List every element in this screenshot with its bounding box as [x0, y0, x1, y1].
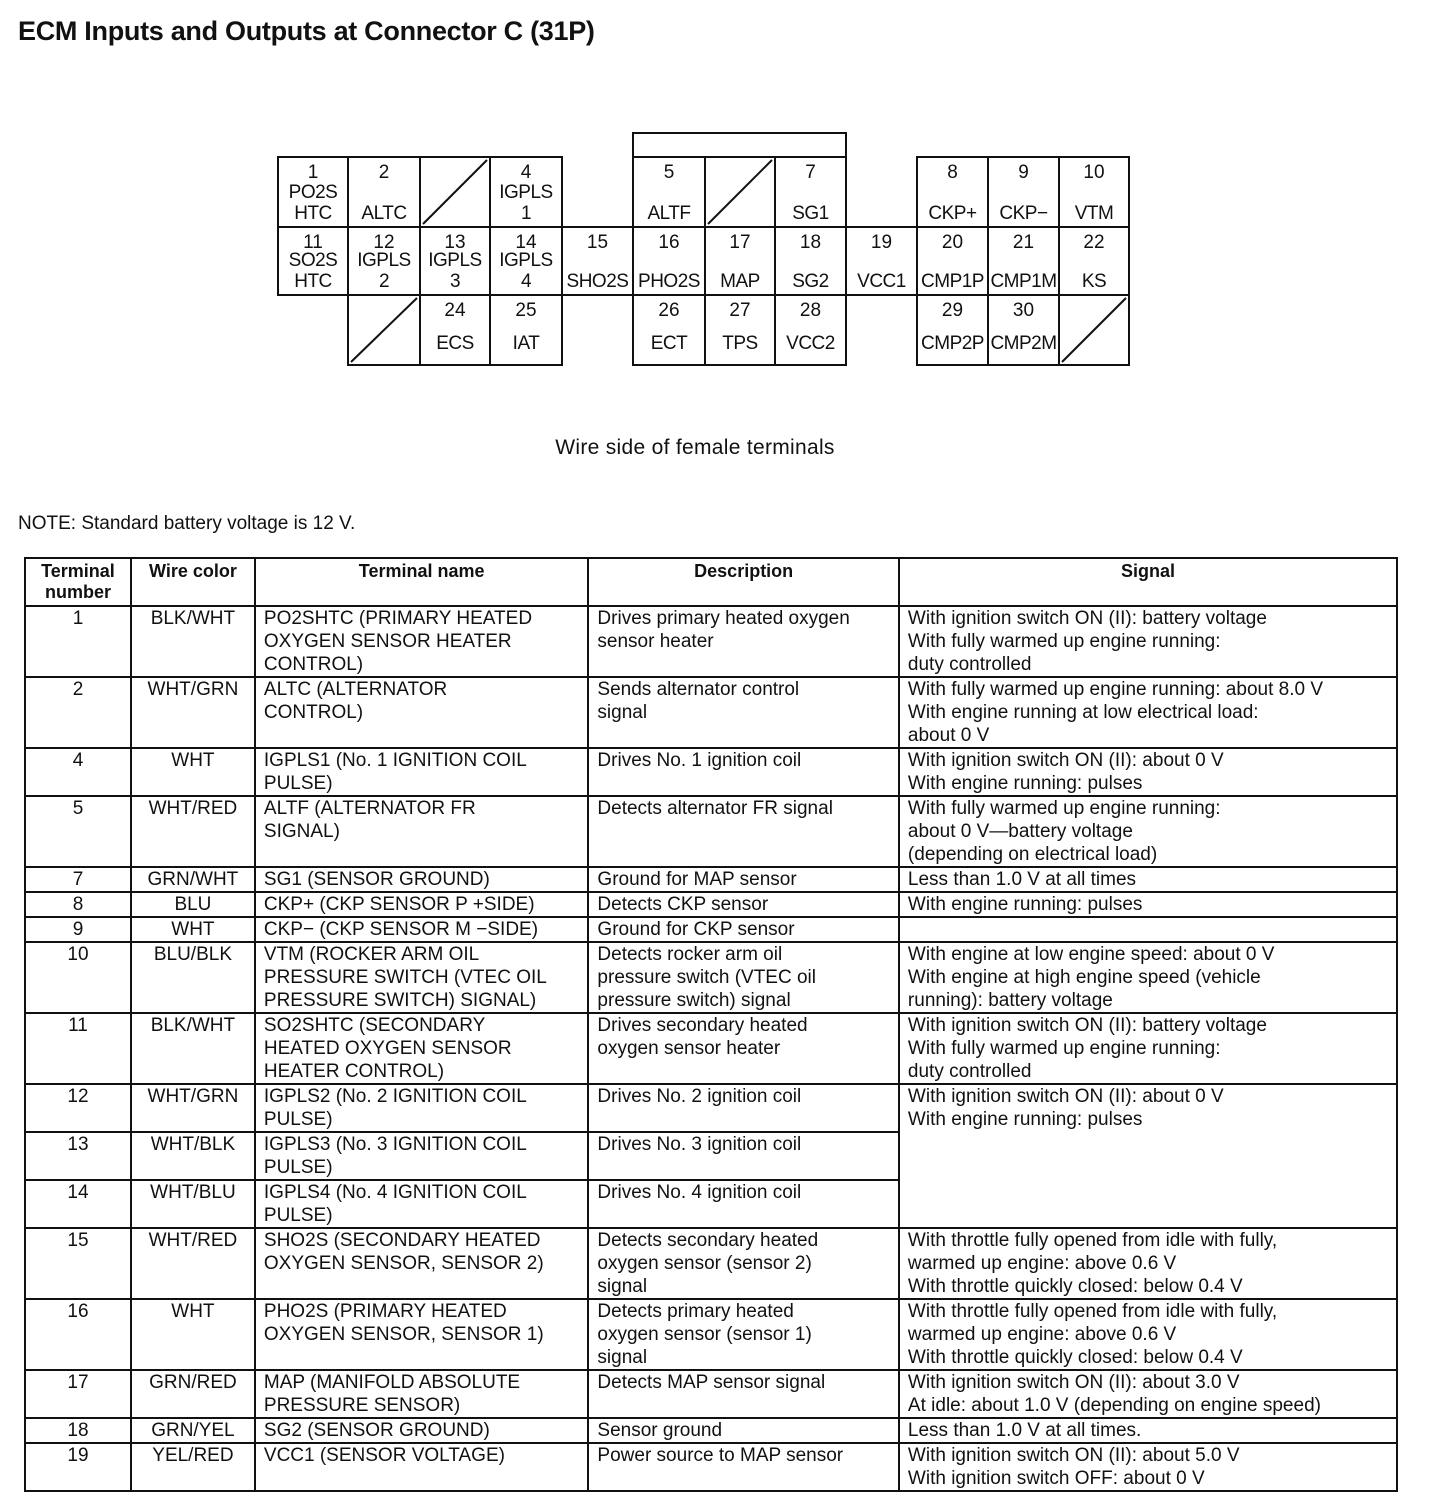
terminal-number-cell: 17 — [25, 1370, 131, 1418]
terminal-1 — [277, 156, 349, 228]
terminal-27 — [704, 294, 776, 366]
terminal-12 — [347, 226, 421, 296]
terminal-signal-table — [24, 557, 1398, 1492]
terminal-19 — [845, 226, 918, 296]
terminal-name-cell: ALTC (ALTERNATOR CONTROL) — [255, 677, 589, 748]
terminal-2 — [347, 156, 421, 228]
wire-color-cell: WHT/RED — [131, 796, 255, 867]
terminal-13 — [419, 226, 491, 296]
terminal-label: PHO2S — [638, 271, 700, 292]
terminal-14 — [489, 226, 563, 296]
terminal-number: 7 — [805, 162, 816, 183]
terminal-24 — [419, 294, 491, 366]
description-cell: Detects rocker arm oil pressure switch (VTEC oil pressure switch) signal — [588, 942, 899, 1013]
signal-cell: With ignition switch ON (II): about 0 V With engine running: pulses — [899, 1084, 1397, 1228]
terminal-number-cell: 12 — [25, 1084, 131, 1132]
terminal-number-cell: 8 — [25, 892, 131, 917]
terminal-number: 19 — [870, 232, 893, 253]
signal-cell: With ignition switch ON (II): about 3.0 V At idle: about 1.0 V (depending on engine speed) — [899, 1370, 1397, 1418]
wire-color-cell: GRN/RED — [131, 1370, 255, 1418]
connector-bridge-line — [561, 226, 634, 228]
description-cell: Drives No. 1 ignition coil — [588, 748, 899, 796]
terminal-label: VCC2 — [786, 333, 835, 354]
table-row — [25, 917, 1397, 942]
terminal-number-cell: 7 — [25, 867, 131, 892]
terminal-4 — [489, 156, 563, 228]
wire-color-cell: WHT/BLU — [131, 1180, 255, 1228]
connector-tab — [632, 132, 847, 158]
description-cell: Detects MAP sensor signal — [588, 1370, 899, 1418]
terminal-label: VCC1 — [857, 271, 906, 292]
table-row — [25, 1013, 1397, 1084]
terminal-label: ECT — [650, 333, 688, 354]
table-row — [25, 1084, 1397, 1132]
terminal-label: MAP — [720, 271, 760, 292]
terminal-number: 22 — [1083, 232, 1105, 253]
signal-cell: With fully warmed up engine running: about 8.0 V With engine running at low electrical load: about 0 V — [899, 677, 1397, 748]
blank-slash-icon — [349, 296, 421, 366]
table-row — [25, 942, 1397, 1013]
terminal-number: 26 — [658, 300, 680, 321]
description-cell: Drives primary heated oxygen sensor heater — [588, 606, 899, 677]
terminal-label: CMP2P — [921, 333, 984, 354]
terminal-6-blank — [704, 156, 776, 228]
terminal-number-cell: 5 — [25, 796, 131, 867]
terminal-label: SG2 — [792, 271, 829, 292]
blank-slash-icon — [706, 158, 776, 228]
terminal-name-cell: IGPLS4 (No. 4 IGNITION COIL PULSE) — [255, 1180, 589, 1228]
header-terminal-number: Terminal number — [25, 558, 131, 606]
wire-color-cell: BLU — [131, 892, 255, 917]
blank-slash-icon — [421, 158, 491, 228]
terminal-label: IAT — [512, 333, 540, 354]
table-row — [25, 1418, 1397, 1443]
table-header-row — [25, 558, 1397, 606]
description-cell: Drives No. 3 ignition coil — [588, 1132, 899, 1180]
signal-cell: With engine running: pulses — [899, 892, 1397, 917]
terminal-number: 5 — [663, 162, 675, 183]
wire-color-cell: WHT — [131, 917, 255, 942]
terminal-label: CMP1M — [990, 271, 1057, 292]
terminal-number-cell: 14 — [25, 1180, 131, 1228]
terminal-number: 24 — [444, 300, 466, 321]
wire-color-cell: WHT/GRN — [131, 677, 255, 748]
description-cell: Detects secondary heated oxygen sensor (sensor 2) signal — [588, 1228, 899, 1299]
terminal-number: 30 — [1012, 300, 1035, 321]
terminal-number: 4 — [520, 162, 532, 183]
terminal-label: TPS — [722, 333, 758, 354]
wire-color-cell: WHT/GRN — [131, 1084, 255, 1132]
terminal-label: IGPLS 4 — [499, 250, 553, 292]
description-cell: Drives secondary heated oxygen sensor heater — [588, 1013, 899, 1084]
terminal-number: 18 — [799, 232, 822, 253]
signal-cell: With ignition switch ON (II): about 5.0 V With ignition switch OFF: about 0 V — [899, 1443, 1397, 1491]
terminal-label: CMP2M — [990, 333, 1057, 354]
table-row — [25, 1370, 1397, 1418]
terminal-17 — [704, 226, 776, 296]
table-row — [25, 1299, 1397, 1370]
table-row — [25, 796, 1397, 867]
terminal-16 — [632, 226, 706, 296]
terminal-21 — [987, 226, 1060, 296]
description-cell: Ground for MAP sensor — [588, 867, 899, 892]
description-cell: Detects primary heated oxygen sensor (sensor 1) signal — [588, 1299, 899, 1370]
terminal-number-cell: 9 — [25, 917, 131, 942]
terminal-number-cell: 2 — [25, 677, 131, 748]
terminal-28 — [774, 294, 847, 366]
terminal-label: CMP1P — [921, 271, 984, 292]
terminal-10 — [1058, 156, 1130, 228]
terminal-9 — [987, 156, 1060, 228]
terminal-number-cell: 13 — [25, 1132, 131, 1180]
terminal-number: 17 — [729, 232, 751, 253]
terminal-18 — [774, 226, 847, 296]
terminal-label: CKP− — [999, 203, 1048, 224]
terminal-number: 9 — [1018, 162, 1029, 183]
terminal-number: 13 — [444, 232, 466, 253]
header-wire-color: Wire color — [131, 558, 255, 606]
wire-color-cell: GRN/WHT — [131, 867, 255, 892]
terminal-31-blank — [1058, 294, 1130, 366]
terminal-number: 21 — [1012, 232, 1035, 253]
table-row — [25, 677, 1397, 748]
terminal-name-cell: PHO2S (PRIMARY HEATED OXYGEN SENSOR, SENSOR 1) — [255, 1299, 589, 1370]
note-text: NOTE: Standard battery voltage is 12 V. — [18, 513, 356, 534]
terminal-number-cell: 4 — [25, 748, 131, 796]
terminal-name-cell: IGPLS2 (No. 2 IGNITION COIL PULSE) — [255, 1084, 589, 1132]
wire-color-cell: BLK/WHT — [131, 1013, 255, 1084]
terminal-7 — [774, 156, 847, 228]
signal-cell: With ignition switch ON (II): battery voltage With fully warmed up engine running: duty controlled — [899, 1013, 1397, 1084]
wire-color-cell: BLU/BLK — [131, 942, 255, 1013]
terminal-number-cell: 10 — [25, 942, 131, 1013]
terminal-number: 28 — [799, 300, 822, 321]
signal-cell: Less than 1.0 V at all times — [899, 867, 1397, 892]
terminal-number-cell: 15 — [25, 1228, 131, 1299]
signal-cell — [899, 917, 1397, 942]
connector-caption: Wire side of female terminals — [555, 436, 835, 459]
terminal-name-cell: CKP+ (CKP SENSOR P +SIDE) — [255, 892, 589, 917]
terminal-30 — [987, 294, 1060, 366]
signal-cell: With engine at low engine speed: about 0 V With engine at high engine speed (vehicle running): battery voltage — [899, 942, 1397, 1013]
terminal-number-cell: 18 — [25, 1418, 131, 1443]
terminal-number: 25 — [515, 300, 537, 321]
terminal-label: CKP+ — [928, 203, 977, 224]
table-row — [25, 867, 1397, 892]
terminal-number: 29 — [941, 300, 964, 321]
terminal-name-cell: VTM (ROCKER ARM OIL PRESSURE SWITCH (VTEC OIL PRESSURE SWITCH) SIGNAL) — [255, 942, 589, 1013]
connector-bridge-line — [845, 226, 918, 228]
description-cell: Sends alternator control signal — [588, 677, 899, 748]
table-row — [25, 892, 1397, 917]
terminal-23-blank — [347, 294, 421, 366]
terminal-name-cell: SG1 (SENSOR GROUND) — [255, 867, 589, 892]
description-cell: Detects CKP sensor — [588, 892, 899, 917]
description-cell: Ground for CKP sensor — [588, 917, 899, 942]
terminal-label: KS — [1081, 271, 1107, 292]
terminal-3-blank — [419, 156, 491, 228]
terminal-name-cell: VCC1 (SENSOR VOLTAGE) — [255, 1443, 589, 1491]
terminal-number: 14 — [515, 232, 537, 253]
wire-color-cell: WHT/BLK — [131, 1132, 255, 1180]
terminal-22 — [1058, 226, 1130, 296]
blank-slash-icon — [1060, 296, 1130, 366]
terminal-11 — [277, 226, 349, 296]
terminal-number: 1 — [307, 162, 319, 183]
terminal-20 — [916, 226, 989, 296]
terminal-number: 12 — [373, 232, 395, 253]
terminal-5 — [632, 156, 706, 228]
terminal-label: SHO2S — [566, 271, 629, 292]
terminal-number: 10 — [1083, 162, 1105, 183]
signal-cell: Less than 1.0 V at all times. — [899, 1418, 1397, 1443]
header-signal: Signal — [899, 558, 1397, 606]
terminal-number: 16 — [658, 232, 680, 253]
terminal-25 — [489, 294, 563, 366]
wire-color-cell: YEL/RED — [131, 1443, 255, 1491]
header-description: Description — [588, 558, 899, 606]
terminal-15 — [561, 226, 634, 296]
description-cell: Sensor ground — [588, 1418, 899, 1443]
terminal-name-cell: SG2 (SENSOR GROUND) — [255, 1418, 589, 1443]
terminal-label: VTM — [1074, 203, 1114, 224]
terminal-label: SO2S HTC — [288, 250, 338, 292]
signal-cell: With fully warmed up engine running: about 0 V—battery voltage (depending on electrical load) — [899, 796, 1397, 867]
terminal-29 — [916, 294, 989, 366]
terminal-name-cell: CKP− (CKP SENSOR M −SIDE) — [255, 917, 589, 942]
terminal-name-cell: MAP (MANIFOLD ABSOLUTE PRESSURE SENSOR) — [255, 1370, 589, 1418]
terminal-label: IGPLS 2 — [357, 250, 411, 292]
terminal-name-cell: PO2SHTC (PRIMARY HEATED OXYGEN SENSOR HEATER CONTROL) — [255, 606, 589, 677]
wire-color-cell: WHT — [131, 1299, 255, 1370]
wire-color-cell: WHT/RED — [131, 1228, 255, 1299]
wire-color-cell: BLK/WHT — [131, 606, 255, 677]
terminal-number: 20 — [941, 232, 964, 253]
description-cell: Drives No. 4 ignition coil — [588, 1180, 899, 1228]
terminal-name-cell: ALTF (ALTERNATOR FR SIGNAL) — [255, 796, 589, 867]
terminal-name-cell: SHO2S (SECONDARY HEATED OXYGEN SENSOR, SENSOR 2) — [255, 1228, 589, 1299]
terminal-number: 8 — [947, 162, 958, 183]
terminal-number-cell: 1 — [25, 606, 131, 677]
table-row — [25, 606, 1397, 677]
header-terminal-name: Terminal name — [255, 558, 589, 606]
terminal-number-cell: 16 — [25, 1299, 131, 1370]
terminal-label: IGPLS 3 — [428, 250, 482, 292]
terminal-number: 27 — [729, 300, 751, 321]
terminal-number: 11 — [303, 232, 323, 253]
description-cell: Detects alternator FR signal — [588, 796, 899, 867]
signal-cell: With ignition switch ON (II): about 0 V With engine running: pulses — [899, 748, 1397, 796]
terminal-label: IGPLS 1 — [499, 182, 553, 224]
terminal-name-cell: IGPLS3 (No. 3 IGNITION COIL PULSE) — [255, 1132, 589, 1180]
terminal-number: 15 — [586, 232, 609, 253]
description-cell: Drives No. 2 ignition coil — [588, 1084, 899, 1132]
terminal-26 — [632, 294, 706, 366]
table-row — [25, 1228, 1397, 1299]
terminal-label: PO2S HTC — [288, 182, 338, 224]
terminal-number: 2 — [378, 162, 390, 183]
signal-cell: With throttle fully opened from idle with fully, warmed up engine: above 0.6 V With throttle quickly closed: below 0.4 V — [899, 1299, 1397, 1370]
terminal-label: ALTF — [647, 203, 691, 224]
terminal-label: ALTC — [361, 203, 407, 224]
terminal-number-cell: 19 — [25, 1443, 131, 1491]
terminal-label: SG1 — [792, 203, 829, 224]
signal-cell: With throttle fully opened from idle with fully, warmed up engine: above 0.6 V With throttle quickly closed: below 0.4 V — [899, 1228, 1397, 1299]
table-row — [25, 748, 1397, 796]
terminal-name-cell: IGPLS1 (No. 1 IGNITION COIL PULSE) — [255, 748, 589, 796]
terminal-number-cell: 11 — [25, 1013, 131, 1084]
terminal-name-cell: SO2SHTC (SECONDARY HEATED OXYGEN SENSOR HEATER CONTROL) — [255, 1013, 589, 1084]
terminal-8 — [916, 156, 989, 228]
wire-color-cell: GRN/YEL — [131, 1418, 255, 1443]
page-title: ECM Inputs and Outputs at Connector C (31P) — [18, 16, 595, 46]
terminal-label: ECS — [436, 333, 474, 354]
signal-cell: With ignition switch ON (II): battery voltage With fully warmed up engine running: duty controlled — [899, 606, 1397, 677]
description-cell: Power source to MAP sensor — [588, 1443, 899, 1491]
wire-color-cell: WHT — [131, 748, 255, 796]
table-row — [25, 1443, 1397, 1491]
